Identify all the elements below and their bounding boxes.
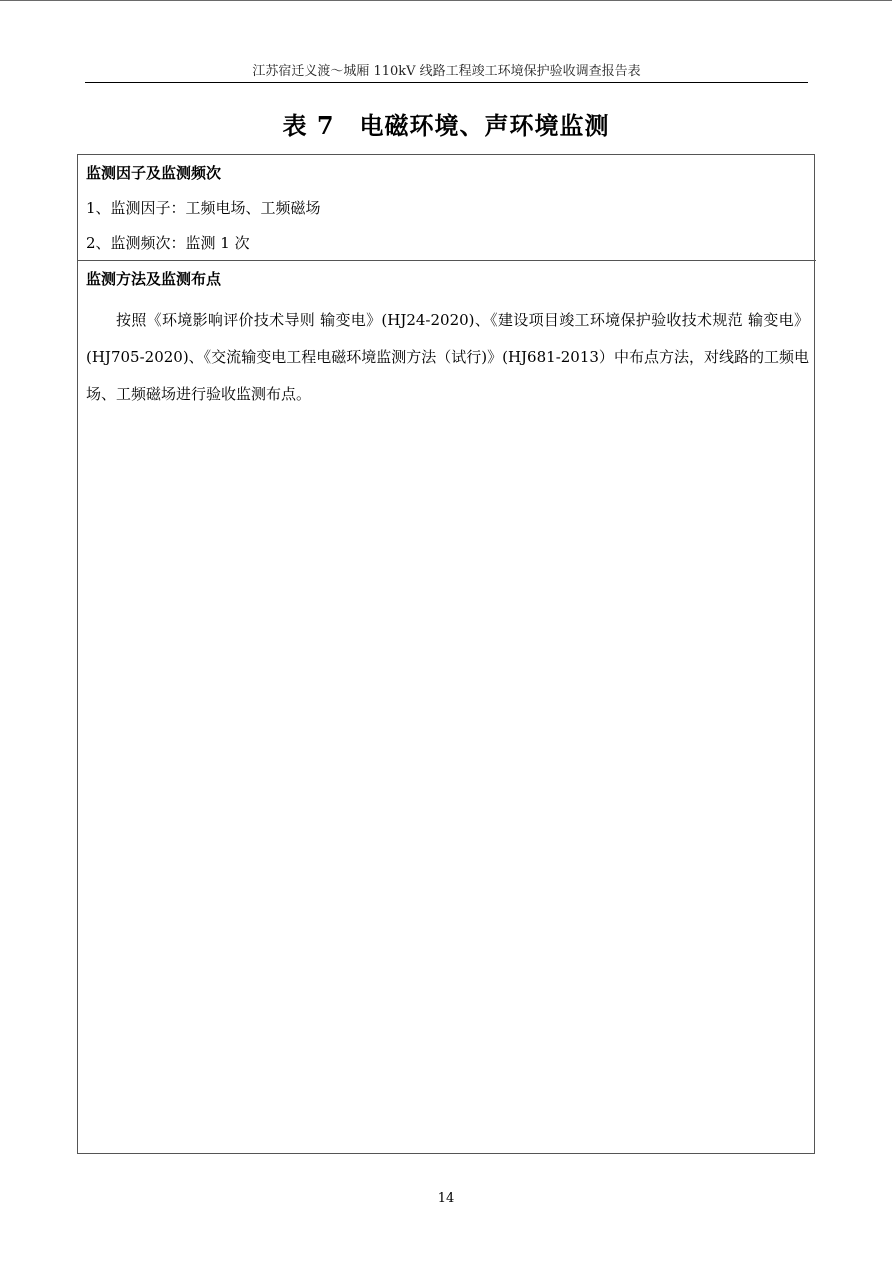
header-rule xyxy=(85,82,808,83)
monitoring-factor-item: 1、监测因子：工频电场、工频磁场 xyxy=(86,199,321,217)
section-heading-monitoring-method: 监测方法及监测布点 xyxy=(86,270,222,288)
running-header: 江苏宿迁义渡～城厢 110kV 线路工程竣工环境保护验收调查报告表 xyxy=(252,64,641,79)
monitoring-frequency-item: 2、监测频次：监测 1 次 xyxy=(86,234,250,252)
page-top-edge xyxy=(0,0,892,1)
monitoring-method-paragraph: 按照《环境影响评价技术导则 输变电》(HJ24-2020)、《建设项目竣工环境保护验收技术规范 输变电》(HJ705-2020)、《交流输变电工程电磁环境监测方法（试行)》(HJ681-2013）中布点方法，对线路的工频电场、工频磁场进行验收监测布点。 xyxy=(86,311,809,403)
section-heading-monitoring-factors: 监测因子及监测频次 xyxy=(86,164,222,182)
section-divider xyxy=(77,260,816,261)
table-title: 表 7 电磁环境、声环境监测 xyxy=(282,111,610,140)
page-number: 14 xyxy=(437,1191,455,1206)
